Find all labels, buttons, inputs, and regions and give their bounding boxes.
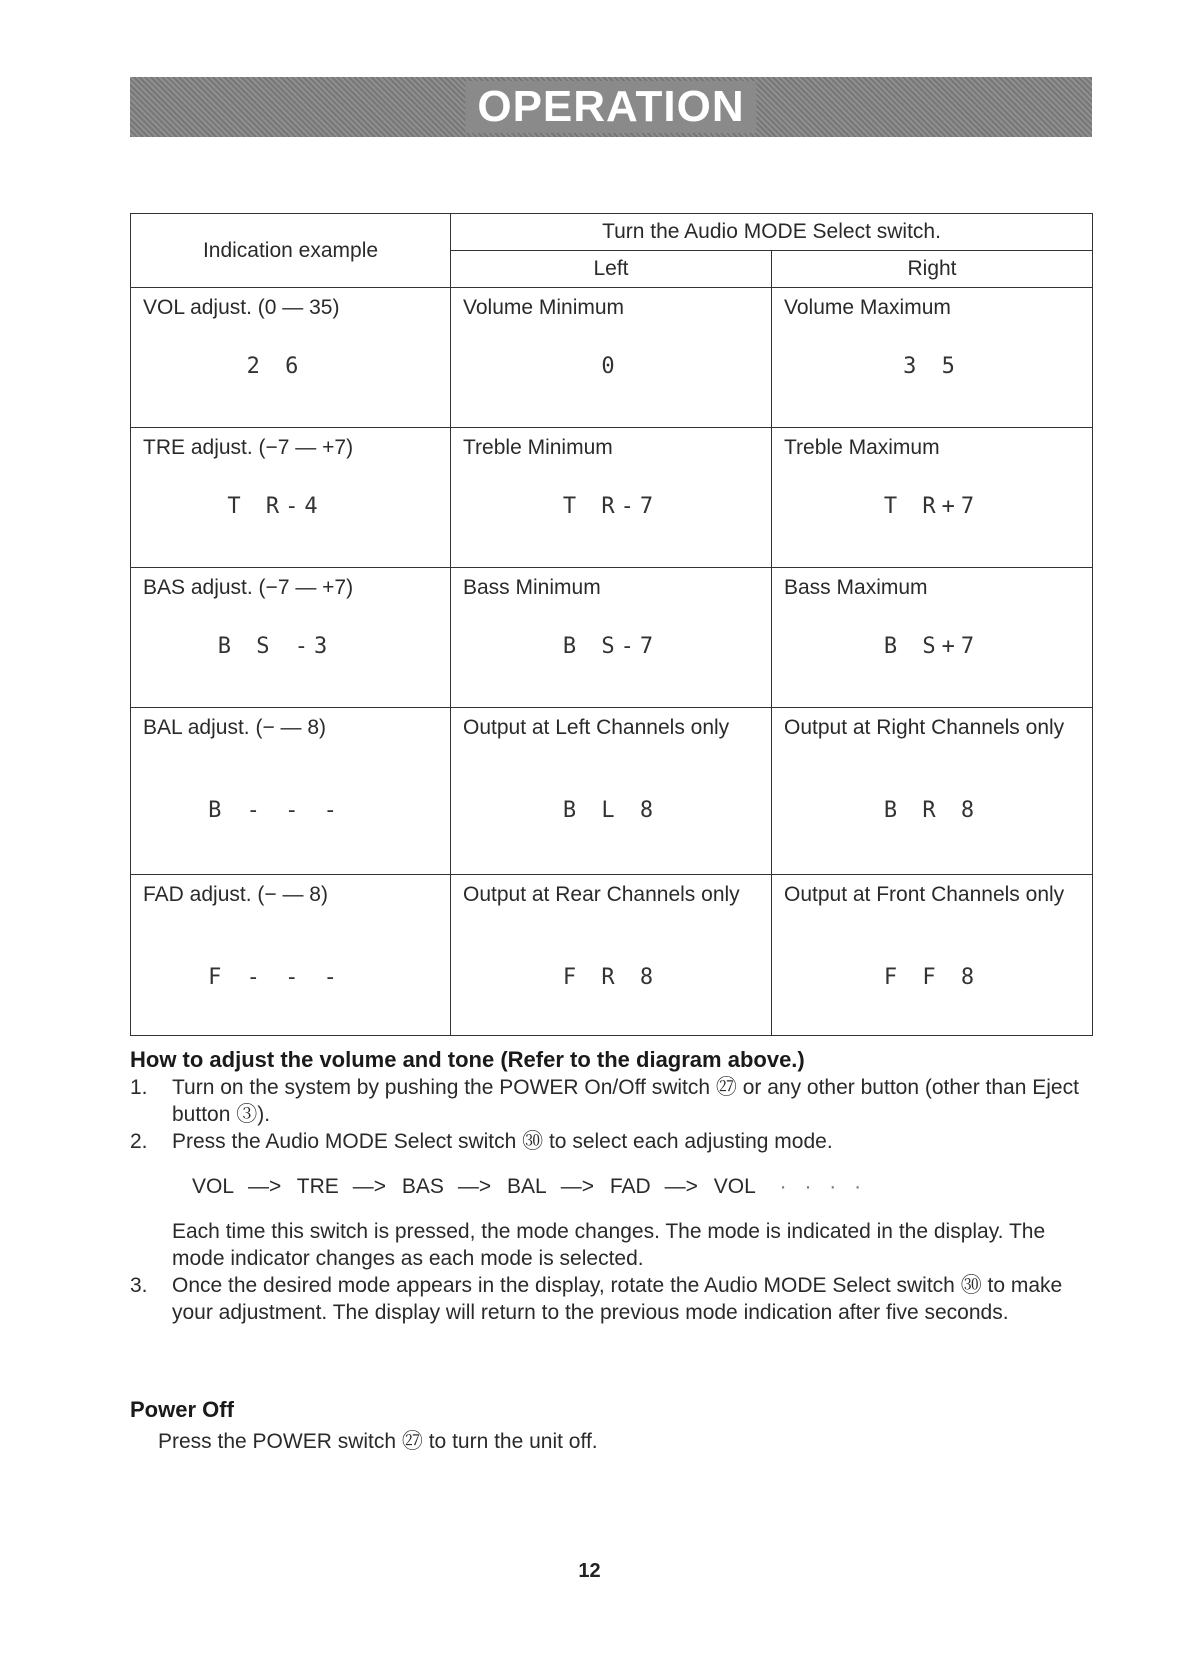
left-label: Treble Minimum (463, 436, 613, 459)
left-display: B S-7 (562, 634, 660, 659)
display-example: T R-4 (227, 494, 324, 519)
left-label: Bass Minimum (463, 576, 601, 599)
mode-fad: FAD (609, 1175, 651, 1198)
row-indication (131, 288, 451, 428)
row-label: BAL adjust. (− — 8) (143, 716, 327, 739)
row-indication (131, 875, 451, 1036)
row-left (451, 288, 772, 428)
row-right (772, 568, 1093, 708)
power-off-title: Power Off (130, 1397, 234, 1422)
row-label: BAS adjust. (−7 — +7) (143, 576, 354, 599)
arrow-icon: —> (664, 1175, 698, 1198)
arrow-icon: —> (457, 1175, 492, 1198)
header-indication: Indication example (131, 214, 451, 288)
right-label: Output at Front Channels only (784, 883, 1065, 906)
header-right: Right (772, 251, 1093, 288)
step-3 (130, 1272, 1090, 1326)
left-display: 0 (601, 354, 621, 379)
howto-steps (130, 1074, 1090, 1326)
row-left (451, 708, 772, 875)
step-1 (130, 1074, 1090, 1128)
left-display: B L 8 (562, 798, 660, 823)
table-row (131, 568, 1093, 708)
mode-description: Each time this switch is pressed, the mode changes. The mode is indicated in the display. The mode indicator changes as each mode is selected. (172, 1220, 1046, 1270)
arrow-icon: —> (560, 1175, 594, 1198)
row-right (772, 428, 1093, 568)
step-text: Turn on the system by pushing the POWER On/Off switch ㉗ or any other button (other than Eject button ③). (172, 1076, 1079, 1126)
row-left (451, 875, 772, 1036)
row-right (772, 875, 1093, 1036)
step-number: 3. (130, 1274, 148, 1297)
continuation-dots: · · · · (779, 1175, 868, 1198)
howto-title: How to adjust the volume and tone (Refer to the diagram above.) (130, 1047, 805, 1072)
display-example: F - - - (208, 965, 343, 990)
step-number: 2. (130, 1130, 148, 1153)
page-number: 12 (578, 1560, 601, 1582)
power-off-text: Press the POWER switch ㉗ to turn the unit off. (158, 1430, 598, 1453)
right-display: B R 8 (883, 798, 981, 823)
step-text: Press the Audio MODE Select switch ㉚ to select each adjusting mode. (172, 1130, 833, 1153)
right-display: B S+7 (883, 634, 981, 659)
row-right (772, 708, 1093, 875)
step-number: 1. (130, 1076, 148, 1099)
display-example: 2 6 (246, 354, 305, 379)
mode-bas: BAS (401, 1175, 444, 1198)
right-display: T R+7 (883, 494, 981, 519)
table-row (131, 875, 1093, 1036)
mode-bal: BAL (507, 1175, 547, 1198)
row-indication (131, 708, 451, 875)
row-label: TRE adjust. (−7 — +7) (143, 436, 354, 459)
right-display: 3 5 (903, 354, 961, 379)
row-label: VOL adjust. (0 — 35) (143, 296, 340, 319)
arrow-icon: —> (248, 1175, 282, 1198)
banner-title: OPERATION (465, 81, 756, 133)
step-2 (130, 1128, 1090, 1155)
display-example: B - - - (208, 798, 343, 823)
left-display: F R 8 (562, 965, 660, 990)
mode-tre: TRE (296, 1175, 339, 1198)
row-label: FAD adjust. (− — 8) (143, 883, 328, 906)
row-indication (131, 568, 451, 708)
right-label: Bass Maximum (784, 576, 928, 599)
arrow-icon: —> (352, 1175, 387, 1198)
left-label: Output at Rear Channels only (463, 883, 740, 906)
row-right (772, 288, 1093, 428)
header-left: Left (451, 251, 772, 288)
right-label: Treble Maximum (784, 436, 940, 459)
operation-banner (130, 77, 1092, 137)
right-label: Output at Right Channels only (784, 716, 1065, 739)
left-label: Output at Left Channels only (463, 716, 730, 739)
header-turn-switch: Turn the Audio MODE Select switch. (451, 214, 1093, 251)
mode-sequence (130, 1173, 1090, 1200)
row-left (451, 428, 772, 568)
audio-mode-table (130, 213, 1093, 1036)
row-indication (131, 428, 451, 568)
mode-vol: VOL (192, 1175, 235, 1198)
left-label: Volume Minimum (463, 296, 625, 319)
row-left (451, 568, 772, 708)
display-example: B S -3 (217, 634, 334, 659)
right-label: Volume Maximum (784, 296, 951, 319)
right-display: F F 8 (883, 965, 981, 990)
table-row (131, 428, 1093, 568)
mode-vol-repeat: VOL (713, 1175, 756, 1198)
table-row (131, 288, 1093, 428)
left-display: T R-7 (562, 494, 660, 519)
table-row (131, 708, 1093, 875)
step-text: Once the desired mode appears in the display, rotate the Audio MODE Select switch ㉚ to make your adjustment. The display will return to the previous mode indication after five seconds. (172, 1274, 1063, 1324)
